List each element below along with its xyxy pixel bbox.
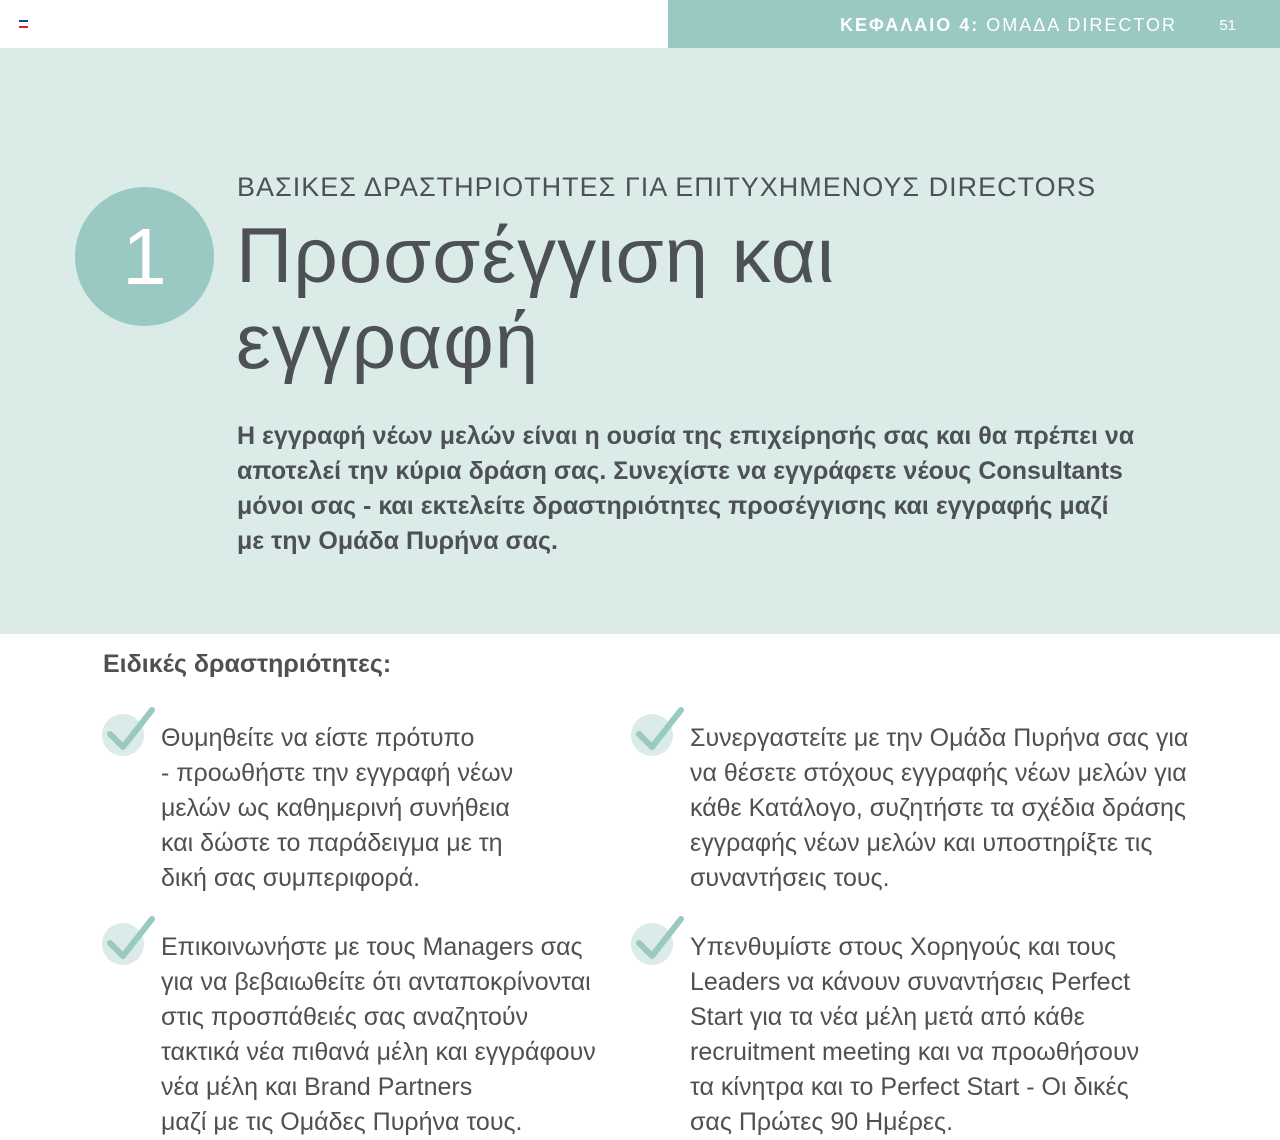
activity-line: Υπενθυμίστε στους Χορηγούς και τους	[690, 933, 1117, 961]
checkmark-icon	[630, 705, 686, 757]
activity-line: για να βεβαιωθείτε ότι ανταποκρίνονται	[161, 968, 591, 996]
checkmark-icon	[101, 705, 157, 757]
section-number-badge: 1	[75, 187, 214, 326]
checkmark-icon	[101, 914, 157, 966]
activity-line: μελών ως καθημερινή συνήθεια	[161, 794, 510, 822]
activity-line: μαζί με τις Ομάδες Πυρήνα τους.	[161, 1108, 523, 1136]
activity-line: Επικοινωνήστε με τους Managers σας	[161, 933, 583, 961]
section-kicker: ΒΑΣΙΚΕΣ ΔΡΑΣΤΗΡΙΟΤΗΤΕΣ ΓΙΑ ΕΠΙΤΥΧΗΜΕΝΟΥΣ DIRECTORS	[237, 172, 1097, 202]
activity-text	[161, 721, 513, 896]
page-number: 51	[1219, 17, 1236, 34]
lead-line: Η εγγραφή νέων μελών είναι η ουσία της επιχείρησής σας και θα πρέπει να	[237, 422, 1135, 450]
chapter-title	[840, 15, 1177, 36]
activity-line: στις προσπάθειές σας αναζητούν	[161, 1003, 529, 1031]
activity-line: δική σας συμπεριφορά.	[161, 864, 421, 892]
lead-line: με την Ομάδα Πυρήνα σας.	[237, 527, 558, 555]
activity-line: - προωθήστε την εγγραφή νέων	[161, 759, 514, 787]
activity-line: κάθε Κατάλογο, συζητήστε τα σχέδια δράσης	[690, 794, 1186, 822]
activity-line: Θυμηθείτε να είστε πρότυπο	[161, 724, 475, 752]
activity-line: τακτικά νέα πιθανά μέλη και εγγράφουν	[161, 1038, 596, 1066]
activity-line: Start για τα νέα μέλη μετά από κάθε	[690, 1003, 1085, 1031]
checkmark-icon	[630, 914, 686, 966]
activity-text	[690, 930, 1139, 1140]
activity-line: συναντήσεις τους.	[690, 864, 890, 892]
activities-heading: Ειδικές δραστηριότητες:	[103, 650, 392, 678]
activity-line: να θέσετε στόχους εγγραφής νέων μελών για	[690, 759, 1187, 787]
activity-line: εγγραφής νέων μελών και υποστηρίξτε τις	[690, 829, 1153, 857]
title-line: Προσσέγγιση και	[236, 211, 836, 299]
activity-line: τα κίνητρα και το Perfect Start - Οι δικές	[690, 1073, 1129, 1101]
activity-text	[161, 930, 596, 1140]
activity-line: και δώστε το παράδειγμα με τη	[161, 829, 503, 857]
activity-line: recruitment meeting και να προωθήσουν	[690, 1038, 1140, 1066]
lead-line: μόνοι σας - και εκτελείτε δραστηριότητες προσέγγισης και εγγραφής μαζί	[237, 492, 1109, 520]
activity-line: σας Πρώτες 90 Ημέρες.	[690, 1108, 954, 1136]
page-title	[236, 212, 1136, 384]
activity-line: Συνεργαστείτε με την Ομάδα Πυρήνα σας για	[690, 724, 1189, 752]
flag-icon	[19, 20, 28, 27]
activity-line: νέα μέλη και Brand Partners	[161, 1073, 473, 1101]
lead-line: αποτελεί την κύρια δράση σας. Συνεχίστε να εγγράφετε νέους Consultants	[237, 457, 1123, 485]
chapter-header	[668, 0, 1280, 48]
chapter-label: ΚΕΦΑΛΑΙΟ 4:	[839, 15, 980, 35]
chapter-name: ΟΜΑΔΑ DIRECTOR	[986, 15, 1177, 35]
activity-line: Leaders να κάνουν συναντήσεις Perfect	[690, 968, 1131, 996]
lead-paragraph	[237, 419, 1167, 559]
title-line: εγγραφή	[236, 297, 540, 385]
activity-text	[690, 721, 1188, 896]
